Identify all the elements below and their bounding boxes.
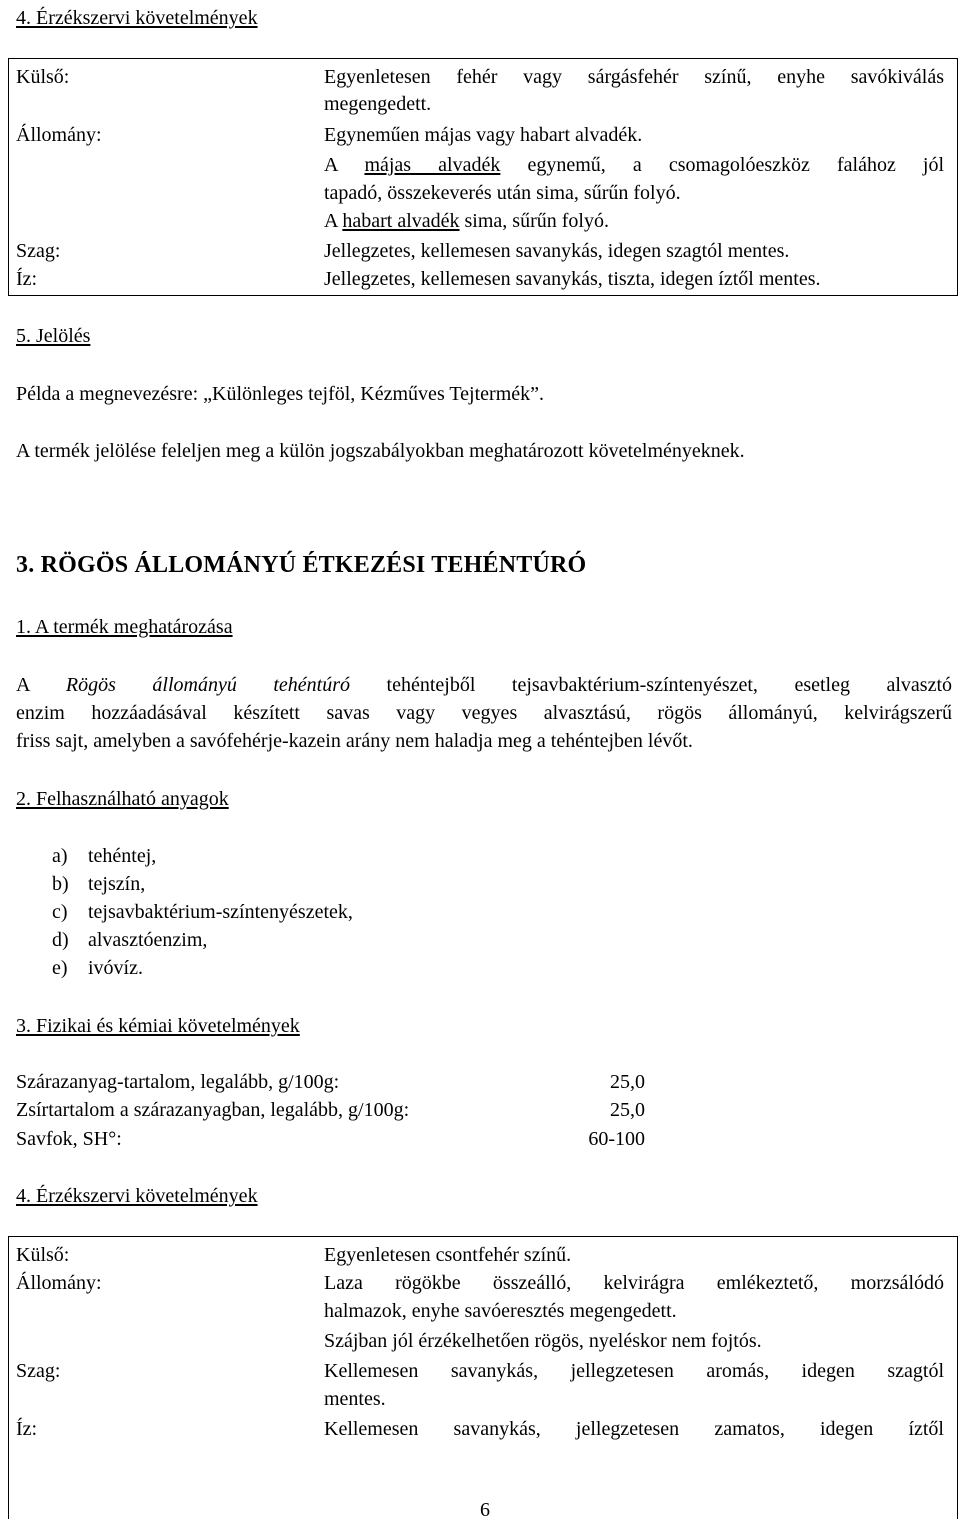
spec-value-acidity: 60-100 — [588, 1128, 645, 1150]
row-text-allomany-1b — [324, 152, 944, 179]
list-text: ivóvíz. — [88, 957, 143, 979]
spec-label-fat: Zsírtartalom a szárazanyagban, legalább, g/100g: — [16, 1099, 410, 1121]
spec-value-dry-matter: 25,0 — [610, 1071, 645, 1093]
labeling-rule: A termék jelölése feleljen meg a külön jogszabályokban meghatározott követelményeknek. — [16, 440, 745, 462]
spec-value-fat: 25,0 — [610, 1099, 645, 1121]
definition-line-1 — [16, 672, 952, 699]
row-text-kulso-1b: megengedett. — [324, 93, 432, 115]
row-text-szag-2a: Kellemesen savanykás, jellegzetesen aromás, idegen szagtól — [324, 1360, 944, 1382]
list-marker: d) — [52, 929, 69, 951]
list-text: tejszín, — [88, 873, 146, 895]
row-label-szag-2: Szag: — [16, 1360, 61, 1382]
definition-lead: A — [16, 674, 30, 696]
row-text-iz-2: Kellemesen savanykás, jellegzetesen zamatos, idegen íztől — [324, 1418, 944, 1440]
section-heading-materials: 2. Felhasználható anyagok — [16, 788, 229, 810]
list-item — [52, 927, 207, 954]
row-text-szag-2b: mentes. — [324, 1388, 386, 1410]
list-marker: b) — [52, 873, 69, 895]
row-text-kulso-1a: Egyenletesen fehér vagy sárgásfehér színű, enyhe savókiválás — [324, 66, 944, 88]
row-text-allomany-2b: halmazok, enyhe savóeresztés megengedett. — [324, 1300, 677, 1322]
row-label-iz-1: Íz: — [16, 268, 38, 290]
list-item — [52, 899, 353, 926]
list-item — [52, 955, 143, 982]
labeling-example: Példa a megnevezésre: „Különleges tejföl, Kézműves Tejtermék”. — [16, 383, 545, 405]
section-heading-sensory-1: 4. Érzékszervi követelmények — [16, 7, 258, 29]
text-majas-rest: egynemű, a csomagolóeszköz falához jól — [527, 154, 945, 176]
row-text-allomany-1a: Egyneműen májas vagy habart alvadék. — [324, 124, 643, 146]
row-label-iz-2: Íz: — [16, 1418, 38, 1440]
spec-label-dry-matter: Szárazanyag-tartalom, legalább, g/100g: — [16, 1071, 340, 1093]
list-marker: a) — [52, 845, 68, 867]
list-item — [52, 871, 145, 898]
list-text: alvasztóenzim, — [88, 929, 208, 951]
row-text-iz-1: Jellegzetes, kellemesen savanykás, tiszta, idegen íztől mentes. — [324, 268, 821, 290]
row-label-kulso-1: Külső: — [16, 66, 70, 88]
term-habart-alvadek: habart alvadék — [342, 210, 460, 232]
row-text-kulso-2: Egyenletesen csontfehér színű. — [324, 1244, 572, 1266]
list-item — [52, 843, 156, 870]
list-marker: e) — [52, 957, 68, 979]
product-title: 3. RÖGÖS ÁLLOMÁNYÚ ÉTKEZÉSI TEHÉNTÚRÓ — [16, 552, 587, 578]
row-label-kulso-2: Külső: — [16, 1244, 70, 1266]
text-a: A — [324, 154, 338, 176]
text-habart-rest: sima, sűrűn folyó. — [464, 210, 609, 232]
text-a-2: A — [324, 210, 338, 232]
row-text-allomany-2c: Szájban jól érzékelhetően rögös, nyeléskor nem fojtós. — [324, 1330, 762, 1352]
definition-line-2: enzim hozzáadásával készített savas vagy vegyes alvasztású, rögös állományú, kelvirágszerű — [16, 702, 952, 724]
row-text-allomany-1d — [324, 208, 944, 235]
section-heading-physical: 3. Fizikai és kémiai követelmények — [16, 1015, 300, 1037]
spec-label-acidity: Savfok, SH°: — [16, 1128, 122, 1150]
row-label-szag-1: Szag: — [16, 240, 61, 262]
row-label-allomany-2: Állomány: — [16, 1272, 102, 1294]
row-text-allomany-1c: tapadó, összekeverés után sima, sűrűn folyó. — [324, 182, 681, 204]
term-majas-alvadek: májas alvadék — [364, 154, 501, 176]
section-heading-definition: 1. A termék meghatározása — [16, 616, 233, 638]
list-text: tejsavbaktérium-színtenyészetek, — [88, 901, 353, 923]
row-text-szag-1: Jellegzetes, kellemesen savanykás, idegen szagtól mentes. — [324, 240, 790, 262]
section-heading-sensory-2: 4. Érzékszervi követelmények — [16, 1185, 258, 1207]
list-marker: c) — [52, 901, 68, 923]
list-text: tehéntej, — [88, 845, 157, 867]
definition-line-3: friss sajt, amelyben a savófehérje-kazein arány nem haladja meg a tehéntejben lévőt. — [16, 730, 693, 752]
product-name-italic: Rögös állományú tehéntúró — [65, 674, 350, 696]
page-number: 6 — [480, 1499, 490, 1521]
row-text-allomany-2a: Laza rögökbe összeálló, kelvirágra emlékeztető, morzsálódó — [324, 1272, 944, 1294]
row-label-allomany-1: Állomány: — [16, 124, 102, 146]
section-heading-labeling: 5. Jelölés — [16, 325, 91, 347]
definition-line-1-rest: tehéntejből tejsavbaktérium-színtenyészet, esetleg alvasztó — [386, 674, 953, 696]
